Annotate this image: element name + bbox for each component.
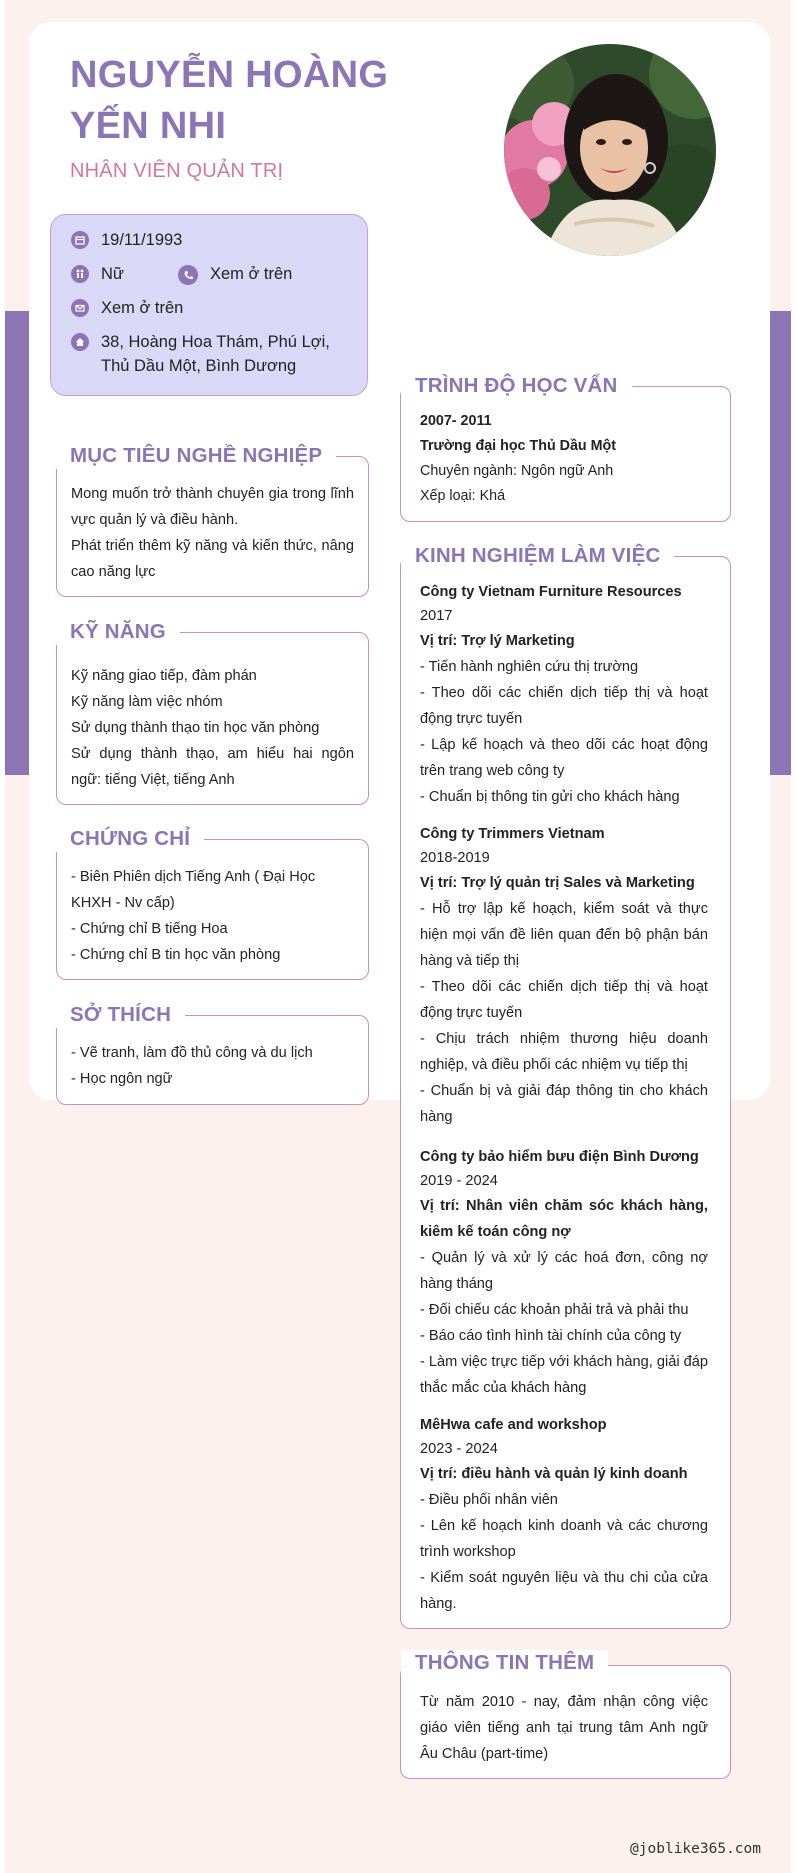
job-task: - Chuẩn bị thông tin gửi cho khách hàng [420,789,680,805]
home-icon [71,333,89,351]
job-company: Công ty Vietnam Furniture Resources [420,584,682,600]
job-task: - Theo dõi các chiến dịch tiếp thị và hoạt động trực tuyến [420,685,708,727]
job-task: - Báo cáo tình hình tài chính của công ty [420,1328,682,1344]
job-task: - Làm việc trực tiếp với khách hàng, giải đáp thắc mắc của khách hàng [420,1354,708,1396]
dob-text: 19/11/1993 [101,231,183,249]
education-major: Chuyên ngành: Ngôn ngữ Anh [420,463,614,479]
extra-info-body [420,1689,708,1767]
phone-row [178,262,292,286]
skill-item: Sử dụng thành thạo tin học văn phòng [71,720,320,736]
education-grade: Xếp loại: Khá [420,488,506,504]
extra-info-text: Từ năm 2010 - nay, đảm nhận công việc giáo viên tiếng anh tại trung tâm Anh ngữ Âu Châu (part-time) [420,1694,708,1762]
hobbies-heading: SỞ THÍCH [56,1002,185,1028]
skill-item: Sử dụng thành thạo, am hiểu hai ngôn ngữ: tiếng Việt, tiếng Anh [71,746,354,788]
job-period: 2023 - 2024 [420,1441,498,1457]
experience-heading: KINH NGHIỆM LÀM VIỆC [401,543,674,569]
education-body [420,409,708,509]
extra-info-heading: THÔNG TIN THÊM [401,1650,608,1676]
skills-body [71,663,354,793]
job-title: NHÂN VIÊN QUẢN TRỊ [70,160,284,182]
job-task: - Chuẩn bị và giải đáp thông tin cho khách hàng [420,1083,708,1125]
hobby-item: - Học ngôn ngữ [71,1071,173,1087]
job-task: - Đối chiếu các khoản phải trả và phải thu [420,1302,689,1318]
job-task: - Kiểm soát nguyên liệu và thu chi của cửa hàng. [420,1570,708,1612]
job-entry-3 [420,1145,708,1401]
education-heading: TRÌNH ĐỘ HỌC VẤN [401,373,632,399]
certificates-heading: CHỨNG CHỈ [56,826,204,852]
job-position: Vị trí: Trợ lý Marketing [420,633,575,649]
education-school: Trường đại học Thủ Dầu Một [420,438,617,454]
objective-line: Phát triển thêm kỹ năng và kiến thức, nâng cao năng lực [71,538,354,580]
education-period: 2007- 2011 [420,413,492,429]
mail-icon [71,299,89,317]
job-position: Vị trí: Nhân viên chăm sóc khách hàng, kiêm kế toán công nợ [420,1198,708,1240]
job-period: 2019 - 2024 [420,1173,498,1189]
objective-line: Mong muốn trở thành chuyên gia trong lĩnh vực quản lý và điều hành. [71,486,354,528]
gender-icon [71,265,89,283]
address-row [71,330,361,378]
job-company: Công ty Trimmers Vietnam [420,826,605,842]
skill-item: Kỹ năng làm việc nhóm [71,694,223,710]
job-company: MêHwa cafe and workshop [420,1417,607,1433]
job-task: - Quản lý và xử lý các hoá đơn, công nợ hàng tháng [420,1250,708,1292]
hobby-item: - Vẽ tranh, làm đồ thủ công và du lịch [71,1045,313,1061]
job-task: - Tiến hành nghiên cứu thị trường [420,659,639,675]
job-task: - Lập kế hoạch và theo dõi các hoạt động trên trang web công ty [420,737,708,779]
phone-icon [178,265,198,285]
job-entry-4 [420,1413,708,1617]
job-entry-1 [420,580,708,810]
job-company: Công ty bảo hiểm bưu điện Bình Dương [420,1149,699,1165]
decorative-band-right [770,311,791,775]
job-period: 2018-2019 [420,850,490,866]
gender-text: Nữ [101,265,124,283]
objective-body [71,481,354,585]
job-position: Vị trí: Trợ lý quản trị Sales và Marketing [420,875,695,891]
decorative-band-left [5,311,29,775]
phone-text: Xem ở trên [210,265,293,283]
job-entry-2 [420,822,708,1130]
calendar-icon [71,231,89,249]
dob-row [71,228,182,252]
candidate-name: NGUYỄN HOÀNG YẾN NHI [70,54,389,147]
certificate-item: - Chứng chỉ B tin học văn phòng [71,947,281,963]
certificate-item: - Biên Phiên dịch Tiếng Anh ( Đại Học KHXH - Nv cấp) [71,869,316,911]
skill-item: Kỹ năng giao tiếp, đàm phán [71,668,257,684]
address-text: 38, Hoàng Hoa Thám, Phú Lợi, Thủ Dầu Một, Bình Dương [101,333,330,375]
job-period: 2017 [420,608,453,624]
email-text: Xem ở trên [101,299,184,317]
job-position: Vị trí: điều hành và quản lý kinh doanh [420,1466,688,1482]
job-task: - Điều phối nhân viên [420,1492,558,1508]
email-row [71,296,183,320]
certificates-body [71,864,354,968]
job-task: - Theo dõi các chiến dịch tiếp thị và hoạt động trực tuyến [420,979,708,1021]
footer-watermark: @joblike365.com [630,1841,761,1857]
certificate-item: - Chứng chỉ B tiếng Hoa [71,921,228,937]
job-task: - Lên kế hoạch kinh doanh và các chương trình workshop [420,1518,708,1560]
objective-heading: MỤC TIÊU NGHỀ NGHIỆP [56,443,336,469]
gender-row [71,262,124,286]
hobbies-body [71,1040,354,1092]
skills-heading: KỸ NĂNG [56,619,180,645]
job-task: - Chịu trách nhiệm thương hiệu doanh nghiệp, và điều phối các nhiệm vụ tiếp thị [420,1031,708,1073]
profile-photo [504,44,716,256]
job-task: - Hỗ trợ lập kế hoạch, kiểm soát và thực hiện mọi vấn đề liên quan đến bộ phận bán hàng và tiếp thị [420,901,708,969]
